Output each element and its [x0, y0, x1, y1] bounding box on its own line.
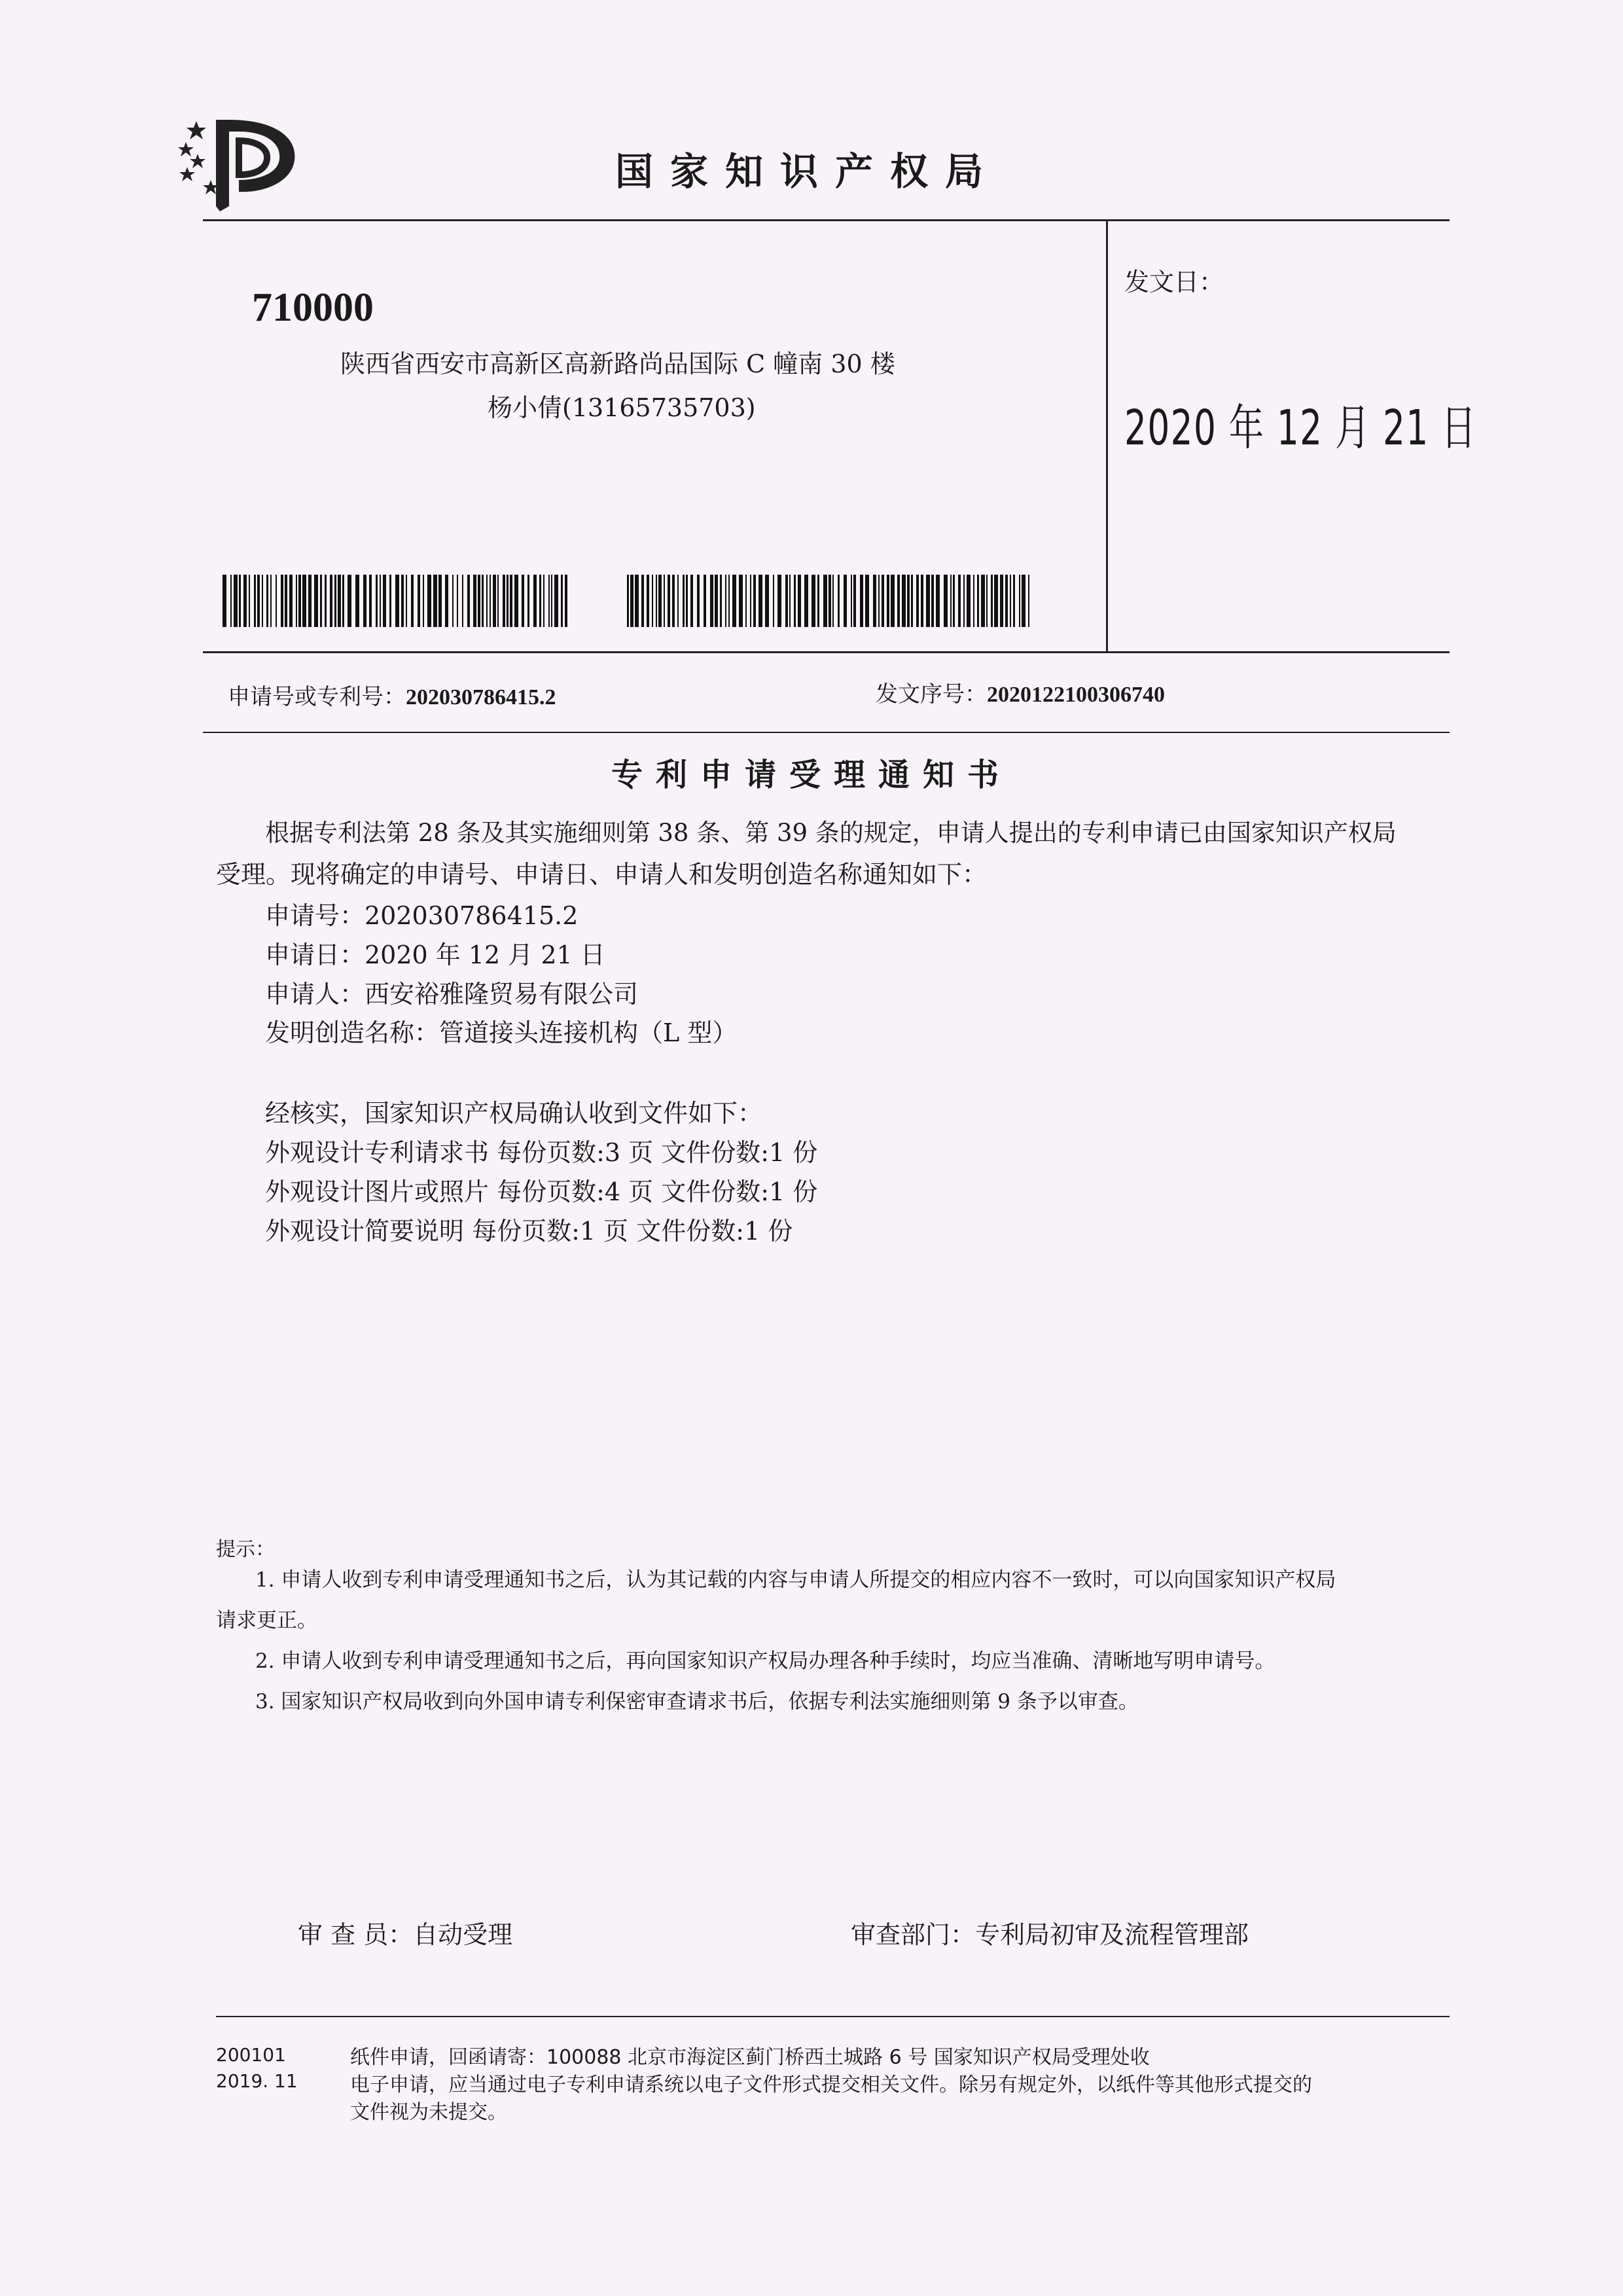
serial-number-value: 2020122100306740 [987, 683, 1165, 707]
serial-number-row [876, 676, 1165, 708]
notice-title: 专利申请受理通知书 [611, 757, 1012, 793]
tip-item: 1. 申请人收到专利申请受理通知书之后，认为其记载的内容与申请人所提交的相应内容不一致时，可以向国家知识产权局 [255, 1568, 1336, 1592]
barcode-bar [1028, 575, 1029, 627]
address-block-rule [203, 651, 1450, 653]
footer-line-1: 纸件申请，回函请寄：100088 北京市海淀区蓟门桥西土城路 6 号 国家知识产权局受理处收 [350, 2046, 1150, 2069]
mailing-address: 陕西省西安市高新区高新路尚品国际 C 幢南 30 楼 [340, 350, 895, 378]
intro-line-1: 根据专利法第 28 条及其实施细则第 38 条、第 39 条的规定，申请人提出的专利申请已由国家知识产权局 [265, 819, 1397, 847]
application-number-label: 申请号或专利号： [228, 684, 406, 710]
identifiers-rule [203, 732, 1450, 733]
serial-number-label: 发文序号： [876, 681, 987, 708]
send-date-label: 发文日： [1124, 268, 1224, 296]
send-date-value: 2020 年 12 月 21 日 [1124, 400, 1477, 456]
footer-rule [216, 2016, 1450, 2017]
examiner: 审 查 员：自动受理 [298, 1920, 513, 1949]
confirm-line: 经核实，国家知识产权局确认收到文件如下： [265, 1099, 763, 1128]
application-number-value: 202030786415.2 [406, 685, 556, 709]
document-item: 外观设计图片或照片 每份页数:4 页 文件份数:1 份 [265, 1177, 818, 1206]
tip-item-continued: 请求更正。 [216, 1609, 317, 1632]
document-item: 外观设计专利请求书 每份页数:3 页 文件份数:1 份 [265, 1138, 818, 1167]
tip-item: 3. 国家知识产权局收到向外国申请专利保密审查请求书后，依据专利法实施细则第 9 条予以审查。 [255, 1690, 1139, 1713]
header-rule [203, 219, 1450, 221]
application-number-row [228, 679, 556, 711]
applicant-line: 申请人：西安裕雅隆贸易有限公司 [265, 980, 639, 1009]
recipient-name: 杨小倩(13165735703) [488, 393, 756, 422]
barcode-right [627, 575, 1029, 627]
footer-line-3: 文件视为未提交。 [350, 2101, 507, 2124]
examination-department: 审查部门：专利局初审及流程管理部 [851, 1920, 1249, 1949]
date-column-divider [1106, 219, 1108, 653]
intro-line-2: 受理。现将确定的申请号、申请日、申请人和发明创造名称通知如下： [216, 860, 988, 889]
tip-item: 2. 申请人收到专利申请受理通知书之后，再向国家知识产权局办理各种手续时，均应当准确、清晰地写明申请号。 [255, 1649, 1275, 1673]
barcode-bar [567, 575, 569, 627]
office-name: 国家知识产权局 [615, 149, 1001, 194]
application-number-line: 申请号：202030786415.2 [265, 901, 579, 930]
invention-name-line: 发明创造名称：管道接头连接机构（L 型） [265, 1018, 738, 1047]
footer-line-2: 电子申请，应当通过电子专利申请系统以电子文件形式提交相关文件。除另有规定外，以纸件等其他形式提交的 [350, 2073, 1312, 2096]
tips-label: 提示： [216, 1538, 275, 1561]
form-date: 2019. 11 [216, 2070, 298, 2092]
application-date-line: 申请日：2020 年 12 月 21 日 [265, 941, 605, 969]
barcode-left [223, 575, 569, 627]
document-item: 外观设计简要说明 每份页数:1 页 文件份数:1 份 [265, 1217, 793, 1246]
postcode: 710000 [252, 285, 374, 330]
cnipa-logo-icon [177, 115, 301, 213]
form-code: 200101 [216, 2044, 286, 2066]
